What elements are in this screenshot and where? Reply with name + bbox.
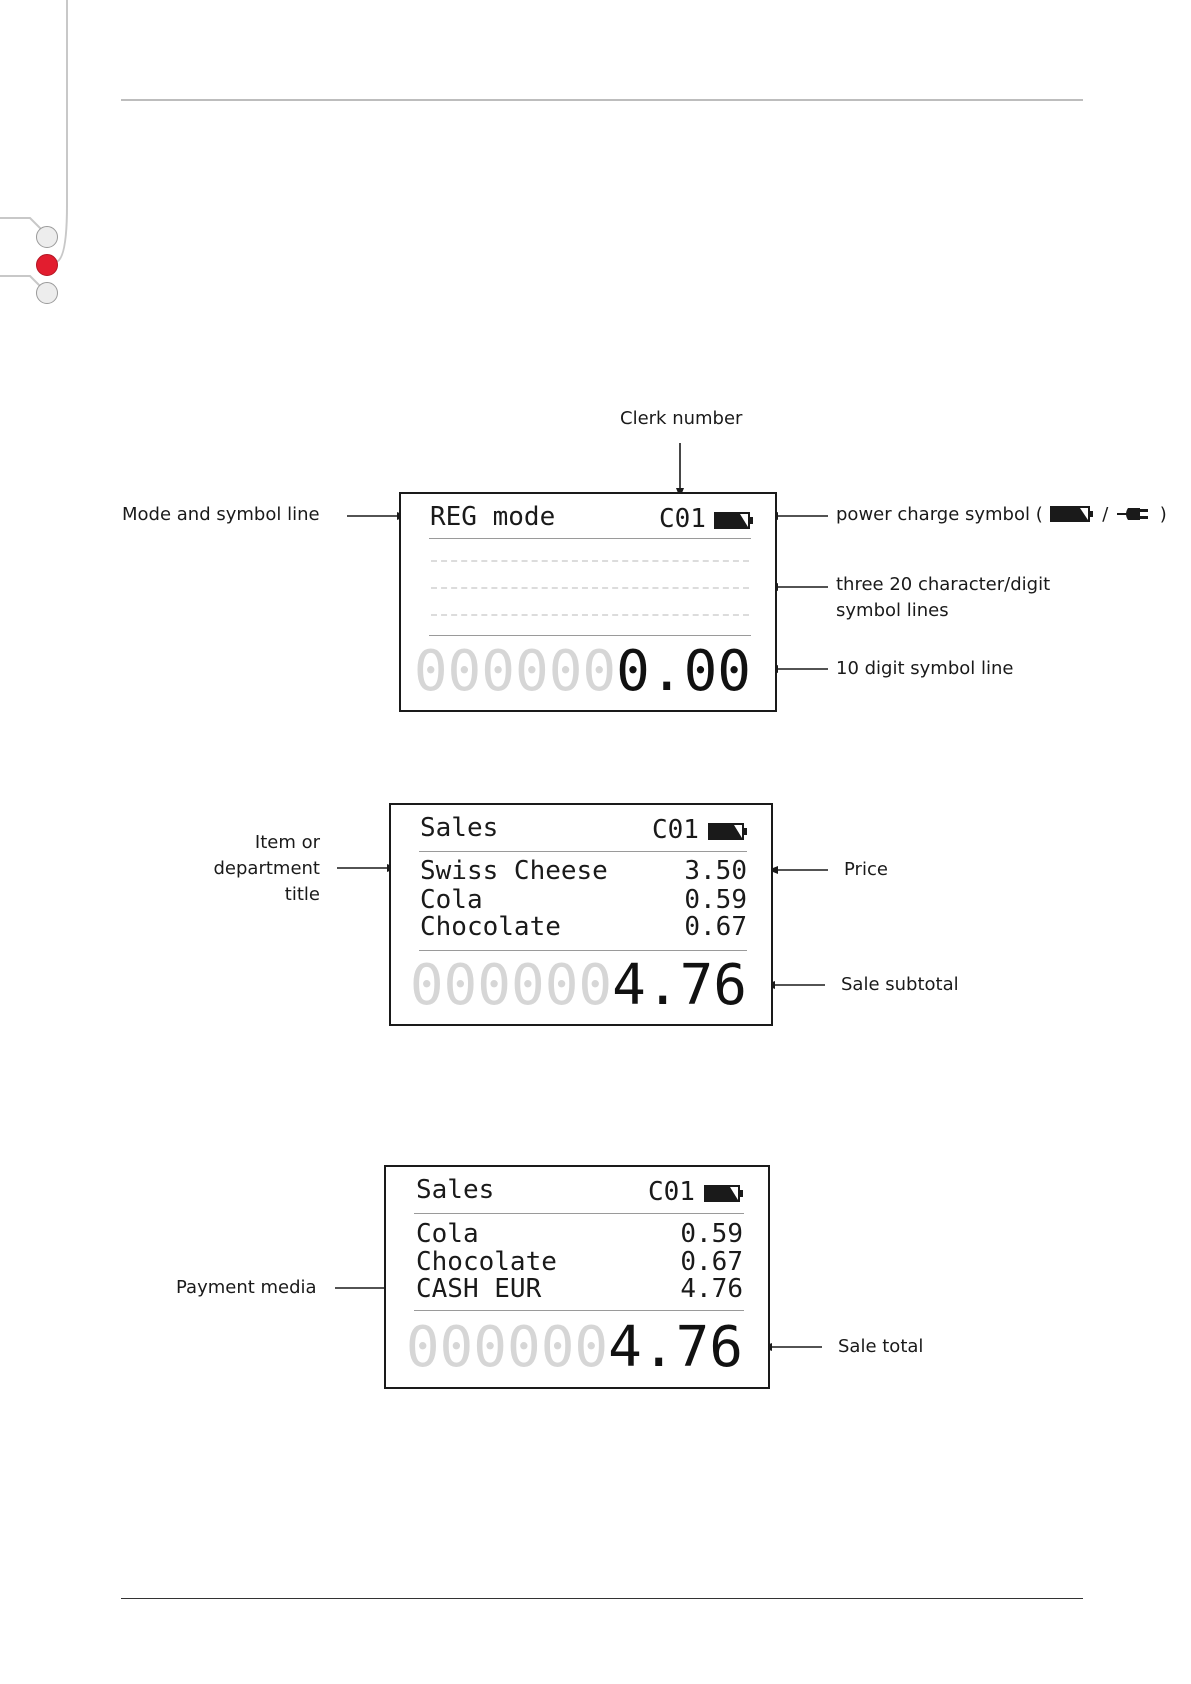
payment-media-row-amount: 4.76	[680, 1274, 743, 1304]
item-title-label-1: Item or	[254, 832, 320, 853]
power-charge-label-close: )	[1159, 504, 1167, 525]
header-separator	[419, 851, 747, 852]
amount-separator	[419, 950, 747, 951]
amount-leading-zeros: 000000	[409, 953, 613, 1018]
power-charge-label-text: power charge symbol (	[836, 504, 1043, 525]
price-label: Price	[844, 859, 888, 880]
power-charge-separator: /	[1102, 504, 1109, 525]
amount-display	[413, 639, 751, 704]
battery-icon	[704, 1185, 744, 1203]
amount-separator	[414, 1310, 744, 1311]
item-row-name: Cola	[420, 885, 483, 915]
payment-media-row-name: CASH EUR	[416, 1274, 542, 1304]
header-separator	[414, 1213, 744, 1214]
item-title-label-2: department	[213, 858, 320, 879]
display-clerk-number: C01	[648, 1177, 695, 1207]
amount-display	[405, 1315, 743, 1380]
item-row-price: 0.59	[684, 885, 747, 915]
power-plug-icon	[1116, 505, 1152, 523]
symbol-line-1-placeholder	[431, 560, 749, 562]
item-title-label-3: title	[284, 884, 320, 905]
battery-icon	[1050, 505, 1094, 523]
sale-subtotal-label: Sale subtotal	[841, 974, 959, 995]
payment-media-label: Payment media	[176, 1277, 317, 1298]
ten-digit-line-label: 10 digit symbol line	[836, 658, 1014, 679]
item-row-price: 3.50	[684, 856, 747, 886]
power-charge-label	[836, 502, 1167, 528]
amount-value: 0.00	[616, 639, 751, 704]
item-row-price: 0.67	[684, 912, 747, 942]
battery-icon	[708, 823, 748, 841]
symbol-line-2-placeholder	[431, 587, 749, 589]
display-mode-title: Sales	[416, 1175, 495, 1205]
three-lines-label-1: three 20 character/digit	[836, 574, 1051, 595]
item-row-price: 0.67	[680, 1247, 743, 1277]
item-row-name: Chocolate	[416, 1247, 557, 1277]
symbol-line-3-placeholder	[431, 614, 749, 616]
three-lines-label-2: symbol lines	[836, 600, 949, 621]
mode-symbol-line-label: Mode and symbol line	[122, 504, 320, 525]
item-row-name: Cola	[416, 1219, 479, 1249]
item-row-name: Chocolate	[420, 912, 561, 942]
header-separator	[429, 538, 751, 539]
amount-value: 4.76	[612, 953, 747, 1018]
amount-leading-zeros: 000000	[405, 1315, 609, 1380]
amount-value: 4.76	[608, 1315, 743, 1380]
clerk-number-label: Clerk number	[620, 408, 743, 429]
display-mode-title: Sales	[420, 813, 499, 843]
item-row-price: 0.59	[680, 1219, 743, 1249]
item-row-name: Swiss Cheese	[420, 856, 608, 886]
lcd-display-sales-subtotal	[389, 803, 773, 1026]
display-clerk-number: C01	[652, 815, 699, 845]
amount-display	[409, 953, 747, 1018]
lcd-display-sales-total	[384, 1165, 770, 1389]
display-clerk-number: C01	[659, 504, 706, 534]
battery-icon	[714, 512, 754, 530]
amount-leading-zeros: 000000	[413, 639, 617, 704]
display-mode-title: REG mode	[430, 502, 556, 532]
amount-separator	[429, 635, 751, 636]
sale-total-label: Sale total	[838, 1336, 924, 1357]
lcd-display-reg-mode	[399, 492, 777, 712]
